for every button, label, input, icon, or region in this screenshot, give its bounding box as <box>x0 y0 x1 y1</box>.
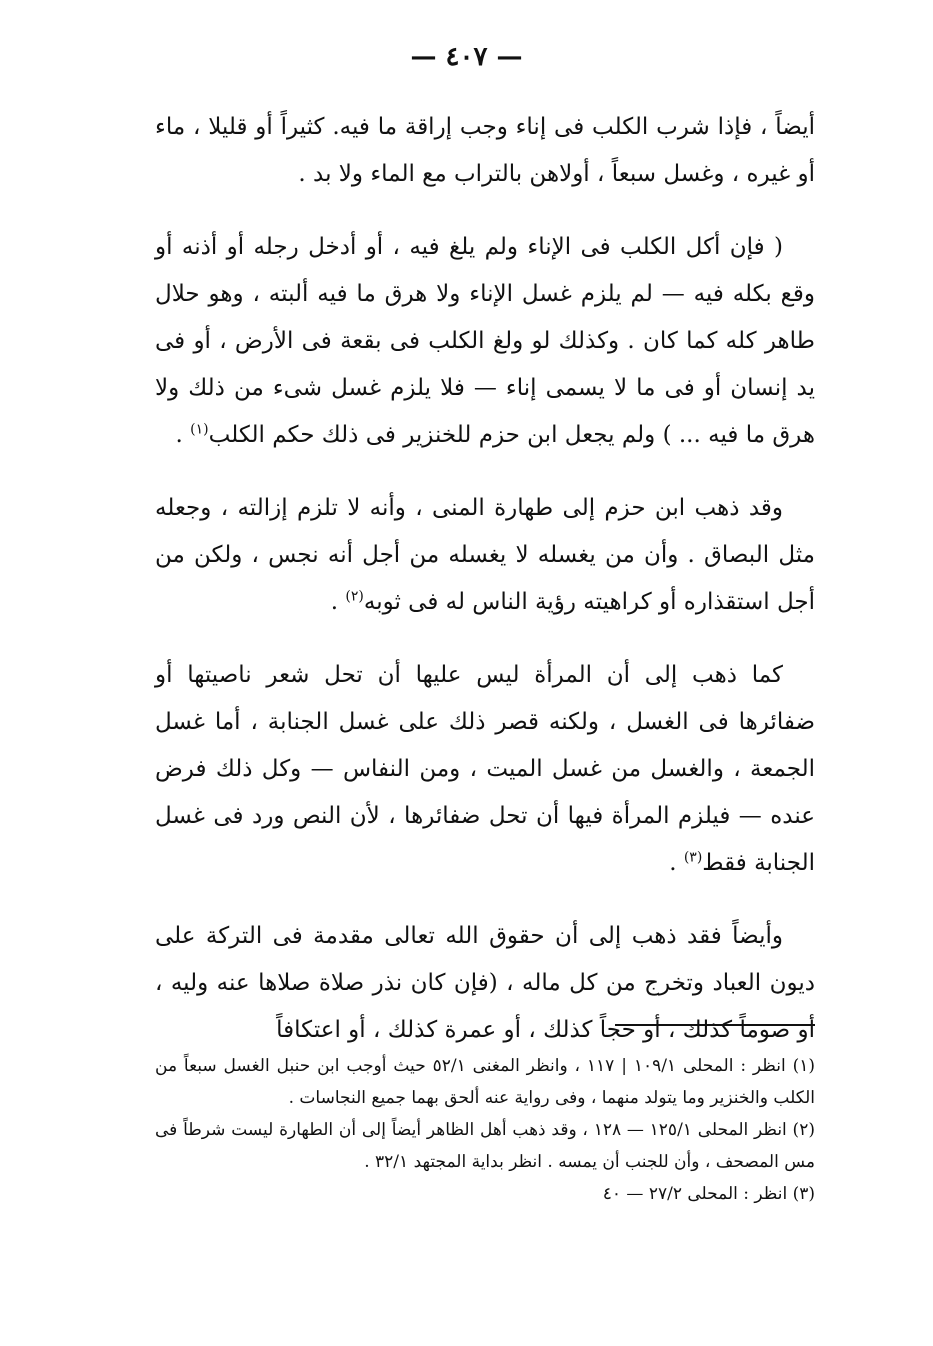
paragraph-3 <box>155 485 815 626</box>
footnote-3: (٣) انظر : المحلى ٢٧/٢ — ٤٠ <box>602 1184 815 1204</box>
paragraph-text: كما ذهب إلى أن المرأة ليس عليها أن تحل شعر ناصيتها أو ضفائرها فى الغسل ، ولكنه قصر ذلك على غسل الجنابة ، أما غسل الجمعة ، والغسل من غسل الميت ، ومن النفاس — وكل ذلك فرض عنده — فيلزم المرأة فيها أن تحل ضفائرها ، لأن النص ورد فى غسل الجنابة فقط <box>155 662 815 876</box>
paragraph-period: . <box>669 850 684 876</box>
footnotes <box>155 1050 815 1210</box>
paragraph-text: وقد ذهب ابن حزم إلى طهارة المنى ، وأنه لا تلزم إزالته ، وجعله مثل البصاق . وأن من يغسله لا يغسله من أجل أنه نجس ، ولكن من أجل استقذاره أو كراهيته رؤية الناس له فى ثوبه <box>155 495 815 615</box>
page-number: — ٤٠٧ — <box>410 42 523 72</box>
footnote-divider <box>615 1024 815 1026</box>
paragraph-period: . <box>175 422 191 448</box>
paragraph-1 <box>155 104 815 198</box>
paragraph-4 <box>155 652 815 887</box>
paragraph-2 <box>155 224 815 459</box>
paragraph-text: وأيضاً فقد ذهب إلى أن حقوق الله تعالى مقدمة فى التركة على ديون العباد وتخرج من كل ماله ، (فإن كان نذر صلاة صلاها عنه وليه ، أو صوماً كذلك ، أو حجاً كذلك ، أو عمرة كذلك ، أو اعتكافاً <box>155 923 815 1043</box>
footnote-2: (٢) انظر المحلى ١٢٥/١ — ١٢٨ ، وقد ذهب أهل الظاهر أيضاً إلى أن الطهارة ليست شرطاً فى مس المصحف ، وأن للجنب أن يمسه . انظر بداية المجتهد ٣٢/١ . <box>155 1120 815 1172</box>
footnote-marker[interactable]: (١) <box>190 421 209 438</box>
paragraph-text: ( فإن أكل الكلب فى الإناء ولم يلغ فيه ، أو أدخل رجله أو أذنه أو وقع بكله فيه — لم يلزم غسل الإناء ولا هرق ما فيه ألبته ، وهو حلال طاهر كله كما كان . وكذلك لو ولغ الكلب فى بقعة فى الأرض ، أو فى يد إنسان أو فى ما لا يسمى إناء — فلا يلزم غسل شىء من ذلك ولا هرق ما فيه ... ) ولم يجعل ابن حزم للخنزير فى ذلك حكم الكلب <box>155 234 815 448</box>
footnote-1: (١) انظر : المحلى ١٠٩/١ | ١١٧ ، وانظر المغنى ٥٢/١ حيث أوجب ابن حنبل الغسل سبعاً من الكلب والخنزير وما يتولد منهما ، وفى رواية عنه ألحق بهما جميع النجاسات . <box>155 1056 815 1108</box>
paragraph-period: . <box>330 589 346 615</box>
footnote-marker[interactable]: (٣) <box>683 849 703 866</box>
body-text <box>155 104 815 1054</box>
paragraph-5 <box>155 913 815 1054</box>
paragraph-text: أيضاً ، فإذا شرب الكلب فى إناء وجب إراقة ما فيه. كثيراً أو قليلا ، ماء أو غيره ، وغسل سبعاً ، أولاهن بالتراب مع الماء ولا بد . <box>155 114 815 187</box>
footnote-marker[interactable]: (٢) <box>345 588 364 605</box>
